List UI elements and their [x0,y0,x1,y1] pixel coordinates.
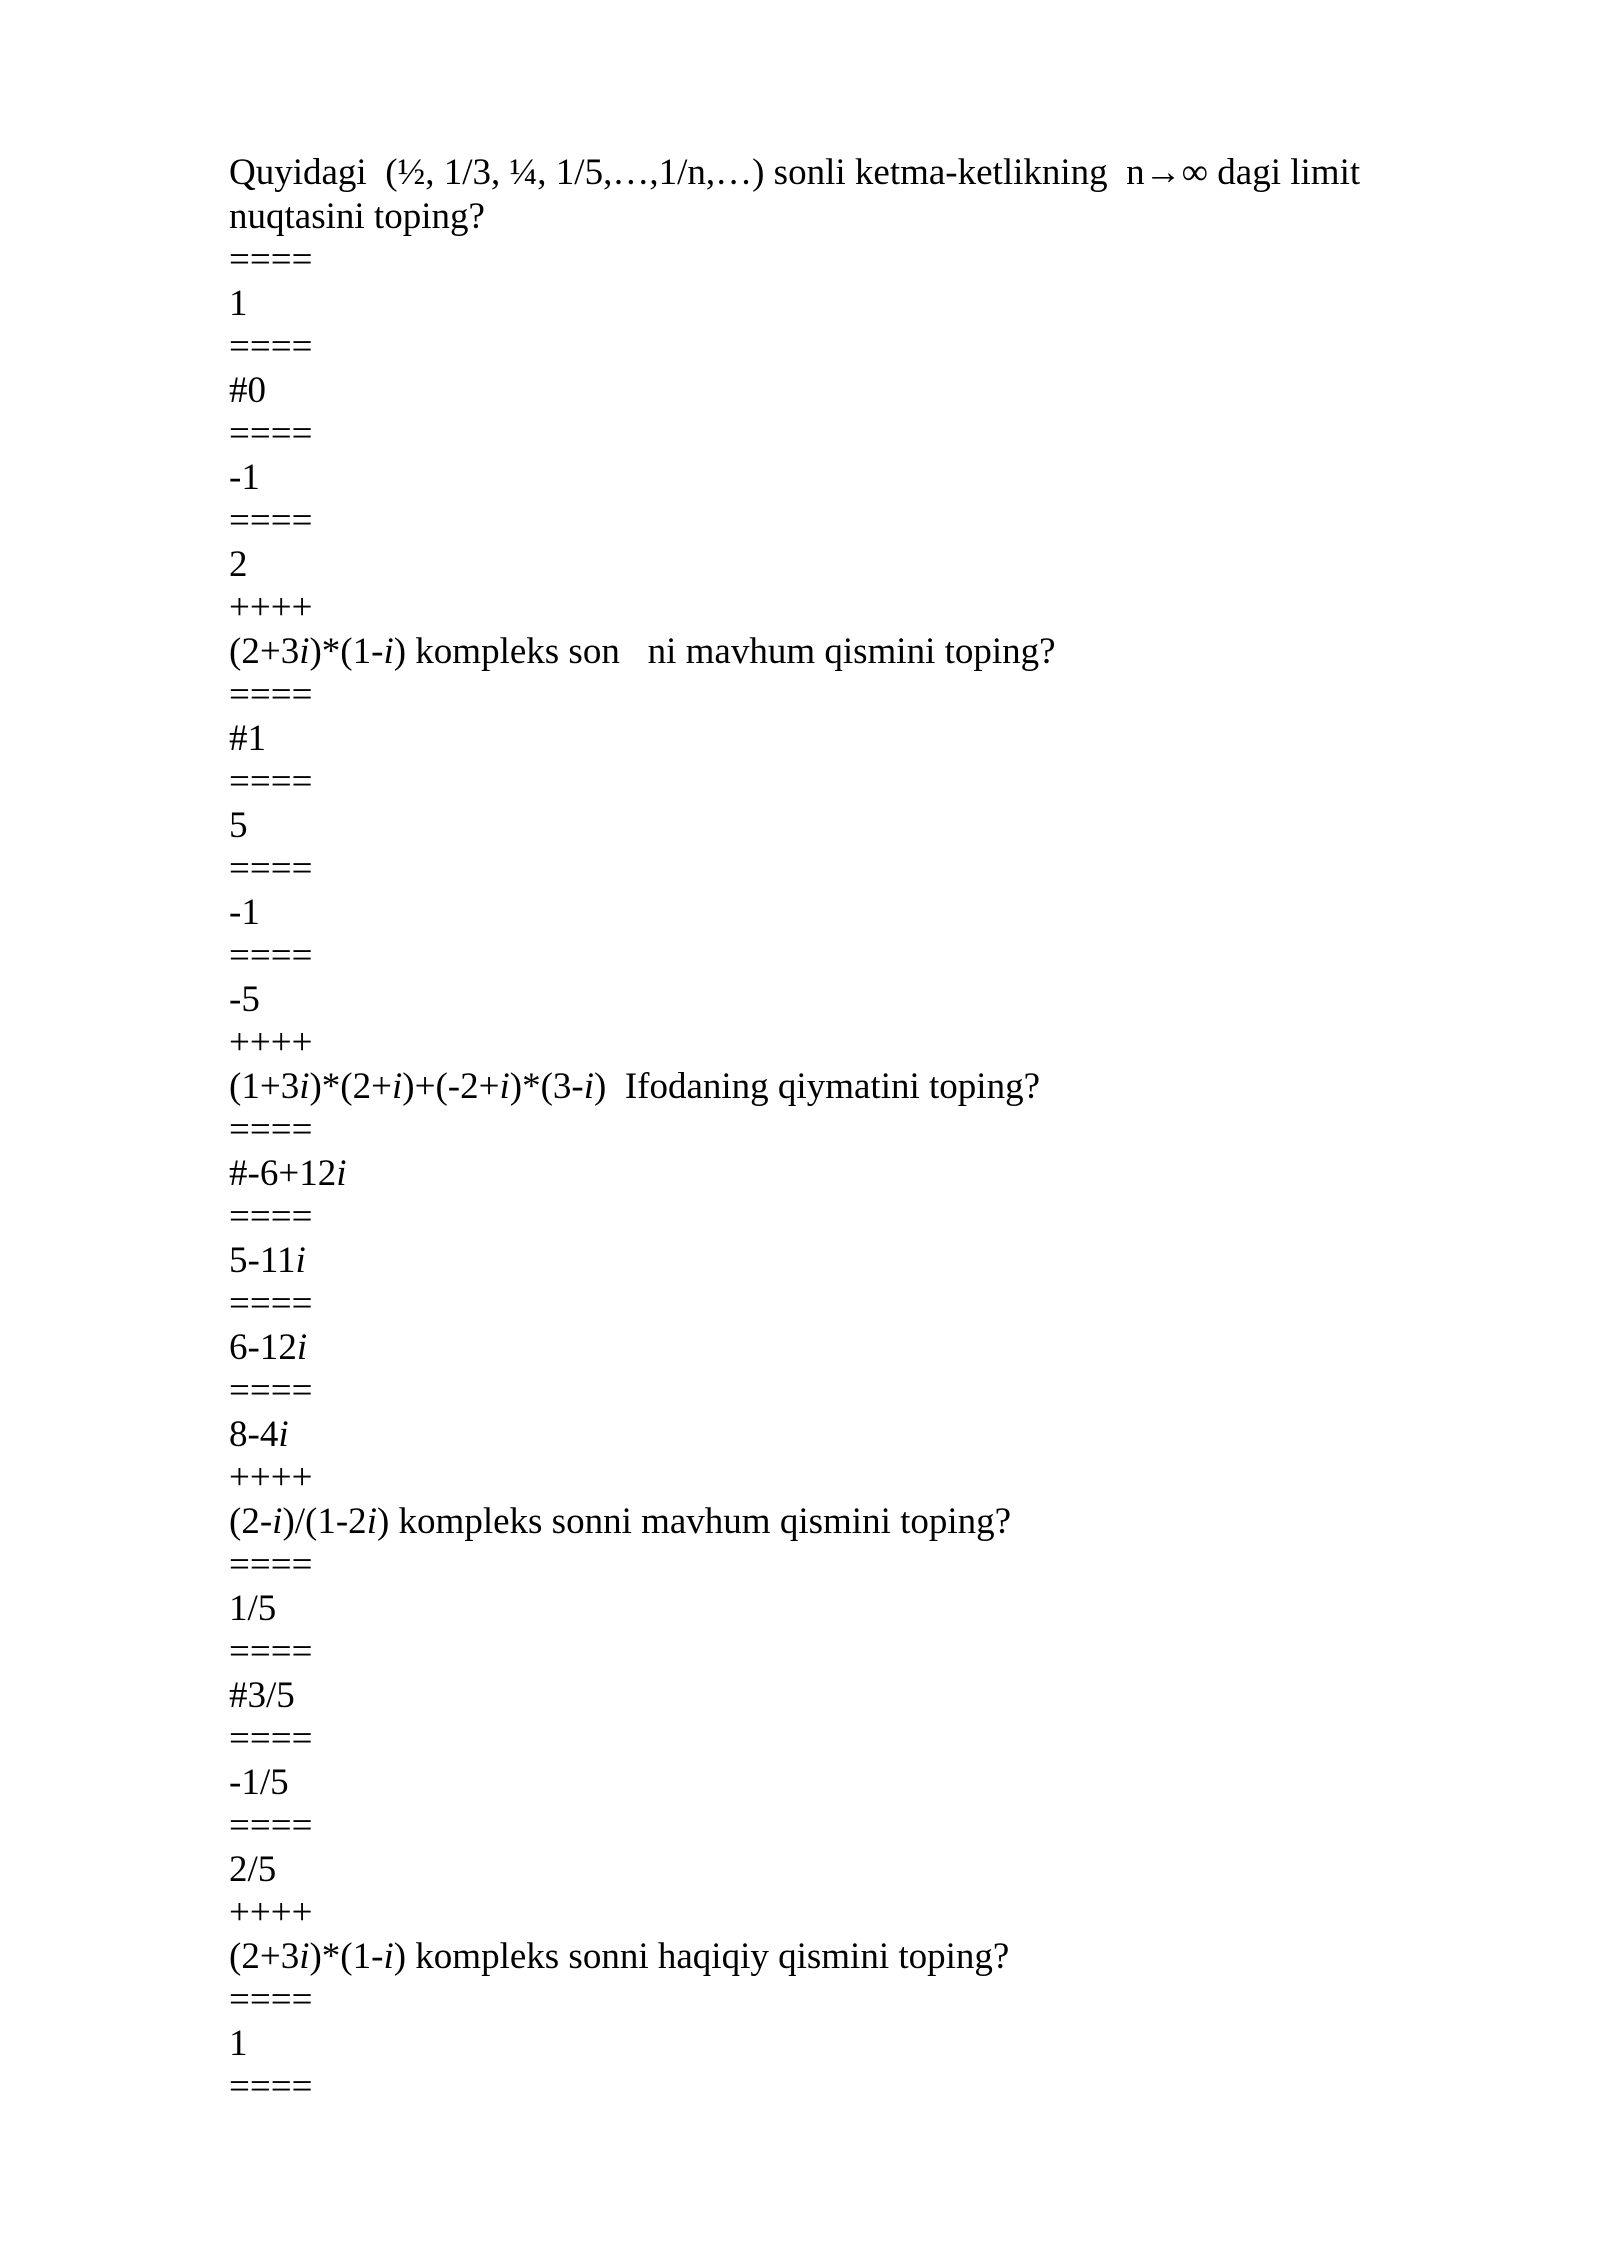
separator: ==== [229,1196,313,1237]
answer-option-correct: #3/5 [229,1674,295,1716]
text-segment: (2- [229,1500,273,1542]
text-segment: ) Ifodaning qiymatini toping? [594,1065,1040,1107]
answer-option [229,1413,1409,1457]
text-segment: ) kompleks sonni mavhum qismini toping? [376,1500,1012,1542]
question-end-marker: ++++ [229,1022,313,1063]
separator: ==== [229,674,313,715]
text-segment: (2+3 [229,1935,300,1977]
imaginary-unit: i [499,1065,510,1107]
separator: ==== [229,1109,313,1150]
separator: ==== [229,1283,313,1324]
separator: ==== [229,500,313,541]
question-1-text-line-2: nuqtasini toping? [229,195,485,237]
answer-option-correct: #0 [229,369,266,411]
text-segment: #-6+12 [229,1152,337,1194]
answer-option: 1 [229,282,248,324]
separator: ==== [229,1718,313,1759]
imaginary-unit: i [296,1326,308,1368]
text-segment: )+(-2+ [402,1065,500,1107]
question-1-text-line-1: Quyidagi (½, 1/3, ¼, 1/5,…,1/n,…) sonli ketma-ketlikning n→∞ dagi limit [229,152,1361,193]
answer-option-correct [229,1152,1409,1196]
imaginary-unit: i [383,1935,394,1977]
answer-option: 2 [229,543,248,585]
document-body [229,151,1409,2109]
separator: ==== [229,239,313,280]
question-end-marker: ++++ [229,587,313,628]
question-3-text [229,1065,1409,1109]
answer-option: -1 [229,456,260,498]
question-end-marker: ++++ [229,1457,313,1498]
separator: ==== [229,1805,313,1846]
text-segment: ) kompleks son ni mavhum qismini toping? [393,630,1056,672]
imaginary-unit: i [299,630,310,672]
separator: ==== [229,1370,313,1411]
text-segment: (1+3 [229,1065,300,1107]
text-segment: 6-12 [229,1326,297,1368]
answer-option: 2/5 [229,1848,277,1890]
imaginary-unit: i [295,1239,306,1281]
question-2-text [229,630,1409,674]
imaginary-unit: i [272,1500,283,1542]
imaginary-unit: i [383,630,394,672]
answer-option: -5 [229,978,260,1020]
imaginary-unit: i [336,1152,347,1194]
answer-option [229,1326,1409,1370]
separator: ==== [229,935,313,976]
text-segment: 8-4 [229,1413,279,1455]
answer-option: 1 [229,2022,248,2064]
imaginary-unit: i [366,1500,377,1542]
imaginary-unit: i [583,1065,595,1107]
separator: ==== [229,1979,313,2020]
imaginary-unit: i [278,1413,289,1455]
text-segment: )*(3- [509,1065,584,1107]
answer-option: 5 [229,804,248,846]
text-segment: 5-11 [229,1239,296,1281]
imaginary-unit: i [299,1935,310,1977]
text-segment: )*(1- [309,630,384,672]
answer-option-correct: #1 [229,717,266,759]
text-segment: ) kompleks sonni haqiqiy qismini toping? [393,1935,1010,1977]
text-segment: (2+3 [229,630,300,672]
text-segment: )*(2+ [309,1065,392,1107]
answer-option: -1 [229,891,260,933]
answer-option [229,1239,1409,1283]
separator: ==== [229,1631,313,1672]
imaginary-unit: i [299,1065,310,1107]
question-end-marker: ++++ [229,1892,313,1933]
answer-option: -1/5 [229,1761,289,1803]
text-segment: )/(1-2 [282,1500,367,1542]
separator: ==== [229,848,313,889]
imaginary-unit: i [392,1065,403,1107]
answer-option: 1/5 [229,1587,277,1629]
question-4-text [229,1500,1409,1544]
separator: ==== [229,413,313,454]
separator: ==== [229,761,313,802]
separator: ==== [229,2066,313,2107]
text-segment: )*(1- [309,1935,384,1977]
separator: ==== [229,326,313,367]
separator: ==== [229,1544,313,1585]
question-5-text [229,1935,1409,1979]
